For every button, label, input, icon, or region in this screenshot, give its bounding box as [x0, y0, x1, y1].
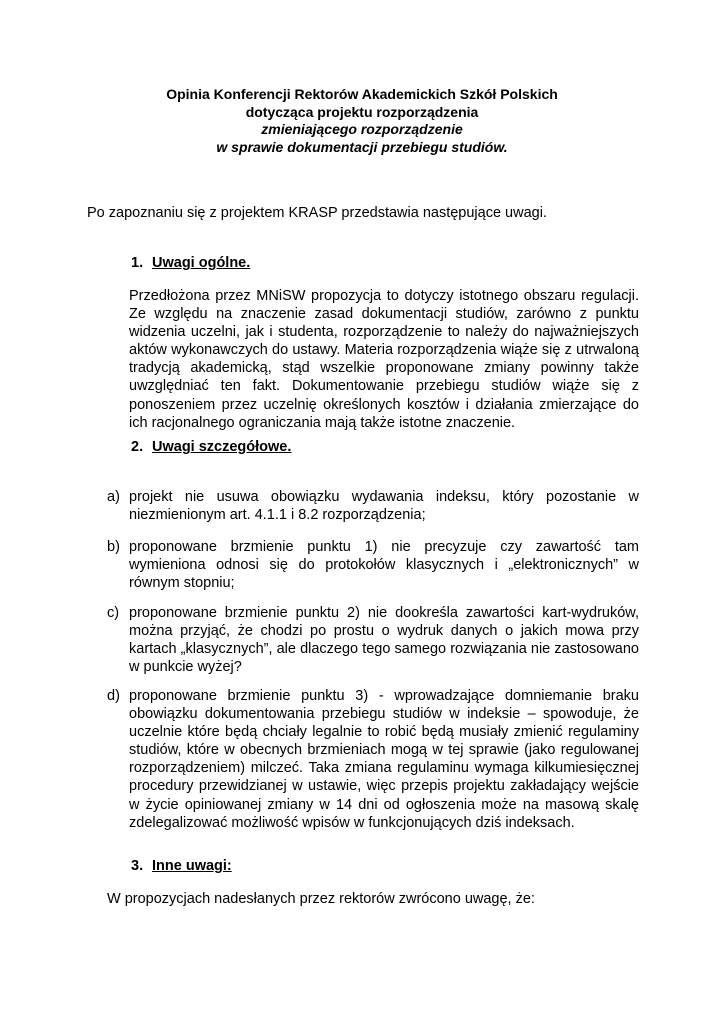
section-number: 3.	[131, 858, 144, 874]
section-heading-other	[131, 858, 232, 874]
title-line-3: zmieniającego rozporządzenie	[261, 121, 463, 137]
item-letter: b)	[107, 539, 120, 555]
section-label: Uwagi ogólne.	[152, 255, 251, 271]
section-number: 1.	[131, 255, 144, 271]
detail-item-a	[107, 488, 639, 524]
section-number: 2.	[131, 439, 144, 455]
item-letter: c)	[107, 605, 120, 621]
item-text: proponowane brzmienie punktu 3) - wprowadzające domniemanie braku obowiązku dokumentowania przebiegu studiów w indeksie – spowoduje, że uczelnie które będą chciały legalnie to robić będą musiały zmienić regulaminy studiów, które w obecnych brzmieniach mogą w tej sprawie (jako regulowanej rozporządzeniem) milczeć. Taka zmiana regulaminu wymaga kilkumiesięcznej procedury przewidzianej w ustawie, więc przepis projektu zakładający wejście w życie opiniowanej zmiany w 14 dni od ogłoszenia może na masową skalę zdelegalizować możliwość wpisów w funkcjonujących dziś indeksach.	[129, 688, 639, 831]
section-heading-general	[131, 255, 250, 271]
document-title	[0, 86, 724, 156]
item-letter: a)	[107, 489, 120, 505]
item-text: proponowane brzmienie punktu 1) nie precyzuje czy zawartość tam wymieniona odnosi się do protokołów klasycznych i „elektronicznych” w równym stopniu;	[129, 539, 639, 592]
section-heading-detailed	[131, 439, 291, 455]
title-line-4: w sprawie dokumentacji przebiegu studiów.	[216, 138, 508, 155]
item-text: proponowane brzmienie punktu 2) nie dookreśla zawartości kart-wydruków, można przyjąć, że chodzi po prostu o wydruk danych o jakich mowa przy kartach „klasycznych”, ale dlaczego tego samego rozwiązania nie zastosowano w punkcie wyżej?	[129, 605, 639, 676]
closing-text: W propozycjach nadesłanych przez rektorów zwrócono uwagę, że:	[107, 891, 535, 907]
general-remarks-paragraph: Przedłożona przez MNiSW propozycja to dotyczy istotnego obszaru regulacji. Ze względu na znaczenie zasad dokumentacji studiów, zarówno z punktu widzenia uczelni, jak i studenta, rozporządzenie to należy do najważniejszych aktów wykonawczych do ustawy. Materia rozporządzenia wiąże się z utrwaloną tradycją akademicką, stąd wszelkie proponowane zmiany powinny także uwzględniać ten fakt. Dokumentowanie przebiegu studiów wiąże się z ponoszeniem przez uczelnię określonych kosztów i działania zmierzające do ich racjonalnego ograniczania mają także istotne znaczenie.	[129, 288, 639, 431]
item-letter: d)	[107, 688, 120, 704]
item-text: projekt nie usuwa obowiązku wydawania indeksu, który pozostanie w niezmienionym art. 4.1.1 i 8.2 rozporządzenia;	[129, 489, 639, 524]
detail-item-c	[107, 604, 639, 676]
title-line-1: Opinia Konferencji Rektorów Akademickich Szkół Polskich	[166, 86, 558, 102]
title-line-2: dotycząca projektu rozporządzenia	[245, 103, 479, 120]
detail-item-d	[107, 687, 639, 832]
intro-text: Po zapoznaniu się z projektem KRASP przedstawia następujące uwagi.	[87, 205, 547, 221]
section-label: Inne uwagi:	[152, 858, 232, 874]
section-label: Uwagi szczegółowe.	[152, 439, 292, 455]
detail-item-b	[107, 538, 639, 592]
